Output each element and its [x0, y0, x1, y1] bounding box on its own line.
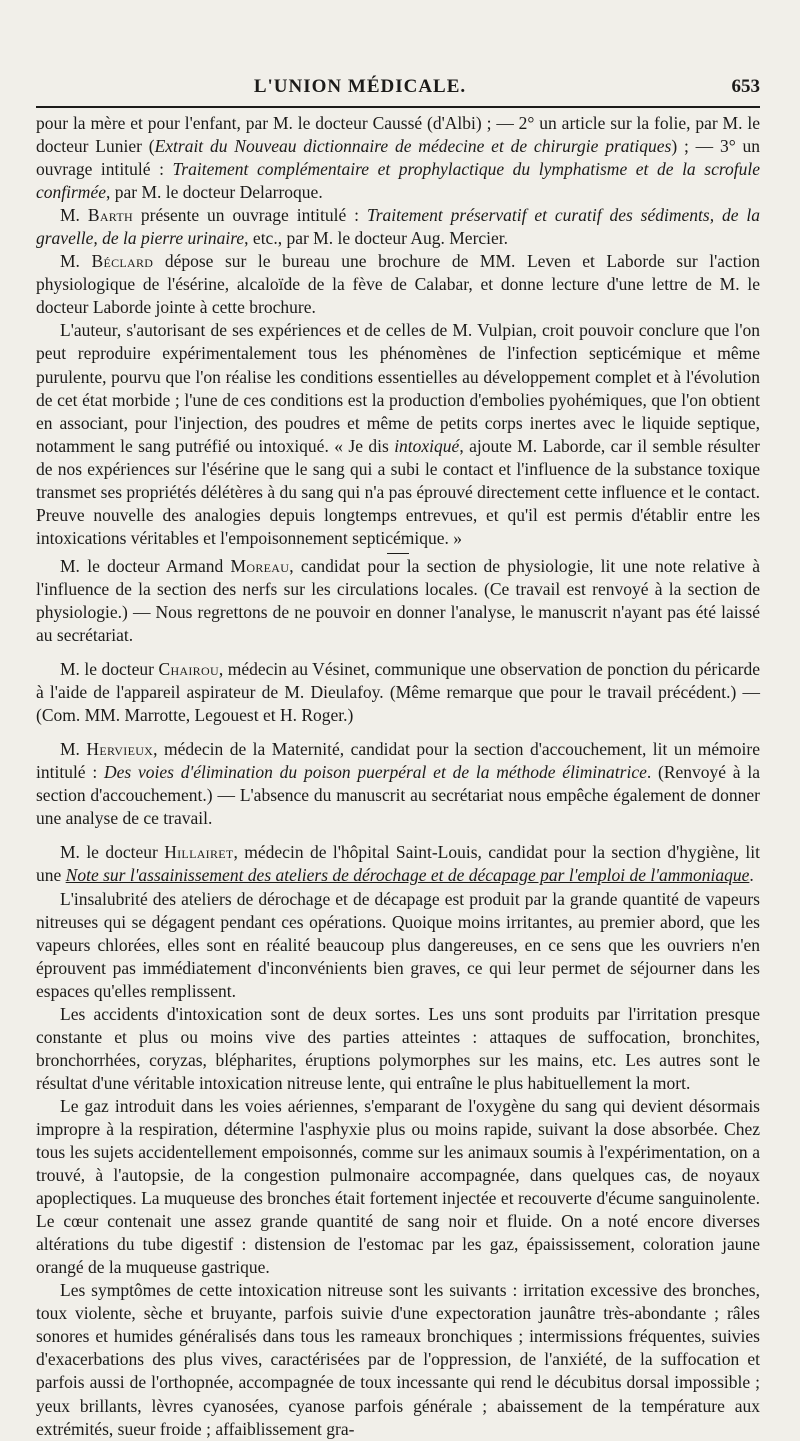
journal-title: L'UNION MÉDICALE.	[253, 76, 467, 97]
text-run: M. le docteur	[60, 842, 165, 863]
text-run: M.	[60, 251, 92, 272]
text-run: M. le docteur	[60, 659, 159, 680]
text-run: M. le docteur Armand	[60, 555, 231, 576]
text-run: M.	[60, 739, 87, 760]
emphasis-text: Des voies d'élimination du poison puerpéral et de la méthode éliminatrice	[103, 762, 647, 783]
emphasis-text: Extrait du Nouveau dictionnaire de médecine et de chirurgie pratiques	[154, 136, 672, 157]
text-run: Le gaz introduit dans les voies aériennes, s'emparant de l'oxygène du sang qui devient désormais impropre à la respiration, détermine l'asphyxie plus ou moins rapide, suivant la dose absorbée. Chez tous les sujets accidentellement empoisonnés, comme sur les animaux soumis à l'expérimentation, on a trouvé, à l'autopsie, de la congestion pulmonaire accompagnée, dans quelques cas, de noyaux apoplectiques. La muqueuse des bronches était fortement injectée et recouverte d'écume sanguinolente. Le cœur contenait une assez grande quantité de sang noir et fluide. On a noté encore diverses altérations du tube digestif : distension de l'estomac par les gaz, épaississement, coloration jaune orangé de la muqueuse gastrique.	[36, 1095, 760, 1278]
emphasis-text: Note sur l'assainissement des ateliers de dérochage et de décapage par l'emploi de l'ammoniaque	[65, 865, 750, 886]
text-run: , médecin au Vésinet, communique une observation de ponction du péricarde à l'aide de l'appareil aspirateur de M. Dieulafoy. (Même remarque que pour le travail précédent.) — (Com. MM. Marrotte, Legouest et H. Roger.)	[36, 659, 760, 726]
author-name: Béclard	[91, 251, 154, 272]
paragraph	[36, 738, 760, 830]
text-run: , etc., par M. le docteur Aug. Mercier.	[244, 228, 509, 249]
author-name: Hervieux	[86, 739, 154, 760]
body-text	[36, 112, 760, 1441]
author-name: Chairou	[158, 659, 219, 680]
text-run: L'auteur, s'autorisant de ses expériences et de celles de M. Vulpian, croit pouvoir conclure que l'on peut reproduire expérimentalement tous les phénomènes de l'infection septicémique et même purulente, pourvu que l'on réalise les conditions essentielles au développement complet et à l'évolution de cet état morbide ; l'une de ces conditions est la production d'embolies pyohémiques, que l'on obtient en associant, pour l'injection, des poudres et même de petits corps inertes avec le liquide septique, notamment le sang putréfié ou intoxiqué. « Je dis	[36, 320, 760, 456]
paragraph	[36, 1003, 760, 1095]
paragraph	[36, 250, 760, 319]
header-rule	[36, 106, 760, 108]
paragraph	[36, 658, 760, 727]
paragraph	[36, 1279, 760, 1440]
paragraph	[36, 888, 760, 1003]
text-run: , candidat pour la section de physiologie, lit une note relative à l'influence de la section des nerfs sur les circulations locales. (Ce travail est renvoyé à la section de physiologie.) — Nous regrettons de ne pouvoir en donner l'analyse, le manuscrit n'ayant pas été laissé au secrétariat.	[36, 555, 760, 646]
author-name: Hillairet	[164, 842, 234, 863]
text-run: .	[749, 865, 754, 886]
section-separator	[387, 553, 409, 554]
text-run: , médecin de l'hôpital Saint-Louis, candidat pour la section d'hygiène, lit une	[36, 842, 761, 886]
paragraph	[36, 204, 760, 250]
text-run: ) ; — 3° un ouvrage intitulé :	[36, 136, 760, 180]
text-run: Les accidents d'intoxication sont de deux sortes. Les uns sont produits par l'irritation presque constante et plus ou moins vive des parties atteintes : attaques de suffocation, bronchites, bronchorrhées, coryzas, blépharites, éruptions polymorphes sur les mains, etc. Les autres sont le résultat d'une véritable intoxication nitreuse lente, qui entraîne le plus habituellement la mort.	[36, 1003, 760, 1093]
page-number: 653	[731, 76, 760, 97]
text-run: . (Renvoyé à la section d'accouchement.) — L'absence du manuscrit au secrétariat nous empêche également de donner une analyse de ce travail.	[36, 762, 760, 829]
emphasis-text: intoxiqué	[394, 435, 460, 456]
text-run: , par M. le docteur Delarroque.	[105, 182, 323, 203]
text-run: , ajoute M. Laborde, car il semble résulter de nos expériences sur l'ésérine que le sang qui a subi le contact et l'influence de la substance toxique transmet ses propriétés délétères à du sang qui n'a pas éprouvé directement cette influence et le contact. Preuve nouvelle des analogies depuis longtemps entrevues, et qu'il est permis d'établir entre les intoxications véritables et l'empoisonnement septicémique. »	[36, 435, 760, 548]
text-run: M.	[60, 205, 88, 226]
text-run: L'insalubrité des ateliers de dérochage et de décapage est produit par la grande quantité de vapeurs nitreuses qui se dégagent pendant ces opérations. Quoique moins irritantes, au premier abord, que les vapeurs chlorées, elles sont en réalité beaucoup plus dangereuses, en ce sens que les ouvriers n'en éprouvent pas immédiatement d'inconvénients bien graves, ce qui leur permet de séjourner dans les espaces qu'elles remplissent.	[36, 888, 760, 1001]
paragraph	[36, 841, 760, 887]
text-run: Les symptômes de cette intoxication nitreuse sont les suivants : irritation excessive des bronches, toux violente, sèche et bruyante, parfois suivie d'une expectoration jaunâtre très-abondante ; râles sonores et humides généralisés dans tous les rameaux bronchiques ; intermissions fréquentes, suivies d'exacerbations des plus vives, caractérisées par de l'oppression, de l'anxiété, de la suffocation et parfois aussi de l'orthopnée, accompagnée de toux incessante qui rend le décubitus dorsal impossible ; yeux brillants, lèvres cyanosées, cyanose parfois générale ; abaissement de la température aux extrémités, sueur froide ; affaiblissement gra-	[36, 1280, 760, 1439]
paragraph	[36, 555, 760, 647]
paragraph	[36, 112, 760, 204]
text-run: , médecin de la Maternité, candidat pour la section d'accouchement, lit un mémoire intitulé :	[36, 739, 760, 783]
text-run: présente un ouvrage intitulé :	[132, 205, 367, 226]
running-header	[36, 72, 760, 100]
paragraph	[36, 1095, 760, 1279]
text-run: pour la mère et pour l'enfant, par M. le docteur Caussé (d'Albi) ; — 2° un article sur la folie, par M. le docteur Lunier (	[36, 113, 760, 157]
author-name: Barth	[87, 205, 133, 226]
paragraph	[36, 319, 760, 549]
author-name: Moreau	[230, 555, 290, 576]
emphasis-text: Traitement complémentaire et prophylactique du lymphatisme et de la scrofule confirmée	[36, 159, 760, 203]
emphasis-text: Traitement préservatif et curatif des sédiments, de la gravelle, de la pierre urinaire	[36, 205, 760, 249]
text-run: dépose sur le bureau une brochure de MM. Leven et Laborde sur l'action physiologique de l'ésérine, alcaloïde de la fève de Calabar, et donne lecture d'une lettre de M. le docteur Laborde jointe à cette brochure.	[36, 251, 761, 318]
